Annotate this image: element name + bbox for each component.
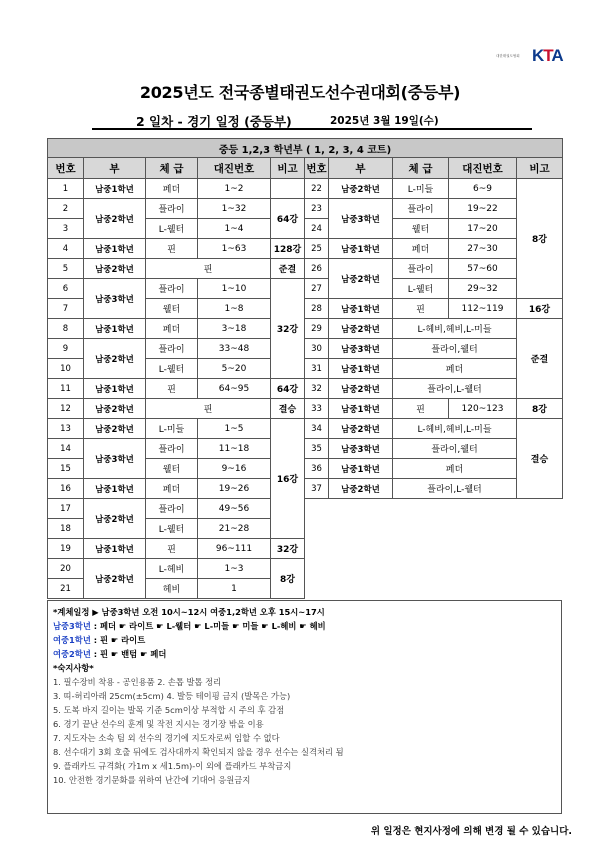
division: 남중3학년 <box>84 439 146 479</box>
schedule-table <box>47 138 563 599</box>
round-note: 결승 <box>271 399 305 419</box>
header-draw: 대진번호 <box>449 158 517 179</box>
notice-item: 5. 도복 바지 길이는 발목 기준 5cm이상 부적합 시 주의 후 감점 <box>53 705 285 715</box>
match-no: 28 <box>305 299 329 319</box>
match-no: 33 <box>305 399 329 419</box>
round-note: 128강 <box>271 239 305 259</box>
weight-class: 핀 <box>146 259 271 279</box>
weigh-in-order-m3: 남중3학년 : 페더 ☛ 라이트 ☛ L-웰터 ☛ L-미들 ☛ 미들 ☛ L-헤비 ☛ 헤비 <box>53 621 326 631</box>
division: 남중1학년 <box>84 179 146 199</box>
round-note: 준결 <box>517 319 563 399</box>
round-note: 8강 <box>271 559 305 599</box>
table-row <box>48 479 563 499</box>
weight-class: L-헤비,헤비,L-미들 <box>393 419 517 439</box>
weigh-in-schedule: *계체일정 ▶ 남중3학년 오전 10시~12시 여중1,2학년 오후 15시~17시 <box>53 607 325 617</box>
header-weight: 체 급 <box>146 158 198 179</box>
weight-class: L-헤비,헤비,L-미들 <box>393 319 517 339</box>
weight-class: 플라이 <box>393 259 449 279</box>
match-no: 25 <box>305 239 329 259</box>
draw-range: 96~111 <box>198 539 271 559</box>
weight-class: 플라이 <box>393 199 449 219</box>
draw-range: 49~56 <box>198 499 271 519</box>
match-no: 7 <box>48 299 84 319</box>
weight-class: 헤비 <box>146 579 198 599</box>
notes-box <box>47 600 562 814</box>
round-note: 8강 <box>517 399 563 419</box>
weight-class: 플라이,L-웰터 <box>393 479 517 499</box>
table-row <box>48 179 563 199</box>
draw-range: 21~28 <box>198 519 271 539</box>
match-no: 23 <box>305 199 329 219</box>
notice-item: 8. 선수대기 3회 호출 뒤에도 검사대까지 확인되지 않을 경우 선수는 실격처리 됨 <box>53 747 344 757</box>
notes-heading: *숙지사항* <box>53 663 94 673</box>
match-no: 11 <box>48 379 84 399</box>
division: 남중2학년 <box>329 479 393 499</box>
match-no: 22 <box>305 179 329 199</box>
table-row <box>48 319 563 339</box>
division: 남중1학년 <box>84 239 146 259</box>
weight-class: L-웰터 <box>146 519 198 539</box>
draw-range: 64~95 <box>198 379 271 399</box>
match-no: 32 <box>305 379 329 399</box>
header-no: 번호 <box>305 158 329 179</box>
division: 남중2학년 <box>84 559 146 599</box>
weight-class: 핀 <box>146 399 271 419</box>
header-note: 비고 <box>271 158 305 179</box>
division: 남중2학년 <box>84 259 146 279</box>
weight-class: 페더 <box>146 479 198 499</box>
draw-range: 27~30 <box>449 239 517 259</box>
match-no: 10 <box>48 359 84 379</box>
match-no: 21 <box>48 579 84 599</box>
match-no: 1 <box>48 179 84 199</box>
division: 남중1학년 <box>329 239 393 259</box>
draw-range: 1~2 <box>198 179 271 199</box>
division: 남중2학년 <box>329 179 393 199</box>
division: 남중2학년 <box>329 379 393 399</box>
round-note: 결승 <box>517 419 563 499</box>
draw-range: 1~63 <box>198 239 271 259</box>
weight-class: 웰터 <box>393 219 449 239</box>
round-note: 8강 <box>517 179 563 299</box>
match-no: 4 <box>48 239 84 259</box>
table-row <box>48 339 563 359</box>
draw-range: 120~123 <box>449 399 517 419</box>
subtitle-main: 2 일차 - 경기 일정 (중등부) <box>136 114 292 129</box>
division: 남중1학년 <box>329 359 393 379</box>
weight-class: 핀 <box>393 399 449 419</box>
weight-class: L-웰터 <box>146 219 198 239</box>
match-no: 34 <box>305 419 329 439</box>
header-division: 부 <box>329 158 393 179</box>
match-no: 20 <box>48 559 84 579</box>
weight-class: L-웰터 <box>393 279 449 299</box>
match-no: 2 <box>48 199 84 219</box>
empty-area <box>305 499 563 599</box>
match-no: 29 <box>305 319 329 339</box>
weight-class: 핀 <box>146 539 198 559</box>
division: 남중2학년 <box>329 319 393 339</box>
table-row <box>48 399 563 419</box>
round-note: 32강 <box>271 539 305 559</box>
weight-class: 플라이,L-웰터 <box>393 379 517 399</box>
weight-class: 플라이 <box>146 339 198 359</box>
draw-range: 19~22 <box>449 199 517 219</box>
weight-class: 페더 <box>146 179 198 199</box>
logo-mark: KTA <box>532 46 563 65</box>
weight-class: L-웰터 <box>146 359 198 379</box>
draw-range: 1~3 <box>198 559 271 579</box>
match-no: 36 <box>305 459 329 479</box>
notice-item: 1. 필수장비 착용 - 공인용품 2. 손톱 발톱 정리 <box>53 677 222 687</box>
division: 남중1학년 <box>329 399 393 419</box>
header-division: 부 <box>84 158 146 179</box>
match-no: 27 <box>305 279 329 299</box>
draw-range: 6~9 <box>449 179 517 199</box>
match-no: 35 <box>305 439 329 459</box>
notice-item: 3. 띠-허리아래 25cm(±5cm) 4. 발등 테이핑 금지 (발목은 가능) <box>53 691 291 701</box>
division: 남중2학년 <box>84 419 146 439</box>
match-no: 18 <box>48 519 84 539</box>
weight-class: 페더 <box>393 359 517 379</box>
round-note: 64강 <box>271 199 305 239</box>
notice-item: 7. 지도자는 소속 팀 외 선수의 경기에 지도자로써 임할 수 없다 <box>53 733 280 743</box>
weight-class: 페더 <box>146 319 198 339</box>
draw-range: 5~20 <box>198 359 271 379</box>
draw-range: 17~20 <box>449 219 517 239</box>
table-row <box>48 199 563 219</box>
weight-class: 플라이 <box>146 279 198 299</box>
weight-class: 핀 <box>146 239 198 259</box>
subtitle <box>92 110 532 130</box>
draw-range: 9~16 <box>198 459 271 479</box>
draw-range: 19~26 <box>198 479 271 499</box>
draw-range: 1~8 <box>198 299 271 319</box>
match-no: 8 <box>48 319 84 339</box>
match-no: 15 <box>48 459 84 479</box>
weight-class: 핀 <box>146 379 198 399</box>
draw-range: 33~48 <box>198 339 271 359</box>
weight-class: L-미들 <box>393 179 449 199</box>
weight-class: 플라이 <box>146 199 198 219</box>
weight-class: 플라이,웰터 <box>393 439 517 459</box>
weight-class: L-헤비 <box>146 559 198 579</box>
division: 남중1학년 <box>84 319 146 339</box>
weigh-in-order-w1: 여중1학년 : 핀 ☛ 라이트 <box>53 635 146 645</box>
table-row <box>48 499 563 519</box>
table-row <box>48 239 563 259</box>
page-title: 2025년도 전국종별태권도선수권대회(중등부) <box>139 83 461 102</box>
weight-class: 핀 <box>393 299 449 319</box>
kta-logo <box>496 44 572 70</box>
match-no: 37 <box>305 479 329 499</box>
weight-class: 페더 <box>393 459 517 479</box>
draw-range: 3~18 <box>198 319 271 339</box>
round-note: 16강 <box>517 299 563 319</box>
division: 남중1학년 <box>329 459 393 479</box>
match-no: 26 <box>305 259 329 279</box>
match-no: 3 <box>48 219 84 239</box>
match-no: 24 <box>305 219 329 239</box>
match-no: 16 <box>48 479 84 499</box>
division: 남중3학년 <box>84 279 146 319</box>
notice-item: 6. 경기 끝난 선수의 훈계 및 작전 지시는 경기장 밖을 이용 <box>53 719 264 729</box>
weight-class: 웰터 <box>146 459 198 479</box>
footer-note: 위 일정은 현지사정에 의해 변경 될 수 있습니다. <box>370 826 572 837</box>
division: 남중2학년 <box>329 419 393 439</box>
table-banner: 중등 1,2,3 학년부 ( 1, 2, 3, 4 코트) <box>48 139 563 158</box>
draw-range: 1~4 <box>198 219 271 239</box>
match-no: 5 <box>48 259 84 279</box>
weigh-in-order-w2: 여중2학년 : 핀 ☛ 밴텀 ☛ 페더 <box>53 649 167 659</box>
division: 남중2학년 <box>84 199 146 239</box>
match-no: 17 <box>48 499 84 519</box>
subtitle-date: 2025년 3월 19일(수) <box>330 115 439 127</box>
division: 남중2학년 <box>84 499 146 539</box>
table-row <box>48 439 563 459</box>
division: 남중3학년 <box>329 439 393 459</box>
match-no: 31 <box>305 359 329 379</box>
table-row <box>48 419 563 439</box>
table-row <box>48 379 563 399</box>
division: 남중1학년 <box>84 539 146 559</box>
table-header-row <box>48 158 563 179</box>
match-no: 19 <box>48 539 84 559</box>
logo-org-name: 대한태권도협회 <box>496 54 520 58</box>
round-note: 32강 <box>271 279 305 379</box>
notice-item: 10. 안전한 경기문화를 위하여 난간에 기대어 응원금지 <box>53 775 251 785</box>
weight-class: L-미들 <box>146 419 198 439</box>
draw-range: 112~119 <box>449 299 517 319</box>
weight-class: 플라이 <box>146 439 198 459</box>
division: 남중2학년 <box>329 259 393 299</box>
notice-item: 9. 플래카드 규격화( 가1m x 세1.5m)-이 외에 플래카드 부착금지 <box>53 761 292 771</box>
weight-class: 플라이 <box>146 499 198 519</box>
draw-range: 1 <box>198 579 271 599</box>
header-note: 비고 <box>517 158 563 179</box>
match-no: 13 <box>48 419 84 439</box>
draw-range: 1~5 <box>198 419 271 439</box>
weight-class: 플라이,웰터 <box>393 339 517 359</box>
table-row <box>48 259 563 279</box>
header-draw: 대진번호 <box>198 158 271 179</box>
note-cell <box>271 179 305 199</box>
table-row <box>48 279 563 299</box>
weight-class: 페더 <box>393 239 449 259</box>
draw-range: 1~32 <box>198 199 271 219</box>
draw-range: 57~60 <box>449 259 517 279</box>
division: 남중3학년 <box>329 199 393 239</box>
match-no: 9 <box>48 339 84 359</box>
division: 남중2학년 <box>84 399 146 419</box>
round-note: 준결 <box>271 259 305 279</box>
division: 남중1학년 <box>84 479 146 499</box>
match-no: 30 <box>305 339 329 359</box>
match-no: 12 <box>48 399 84 419</box>
draw-range: 11~18 <box>198 439 271 459</box>
header-weight: 체 급 <box>393 158 449 179</box>
draw-range: 29~32 <box>449 279 517 299</box>
draw-range: 1~10 <box>198 279 271 299</box>
match-no: 6 <box>48 279 84 299</box>
round-note: 16강 <box>271 419 305 539</box>
division: 남중3학년 <box>329 339 393 359</box>
division: 남중1학년 <box>329 299 393 319</box>
division: 남중2학년 <box>84 339 146 379</box>
round-note: 64강 <box>271 379 305 399</box>
match-no: 14 <box>48 439 84 459</box>
division: 남중1학년 <box>84 379 146 399</box>
header-no: 번호 <box>48 158 84 179</box>
weight-class: 웰터 <box>146 299 198 319</box>
